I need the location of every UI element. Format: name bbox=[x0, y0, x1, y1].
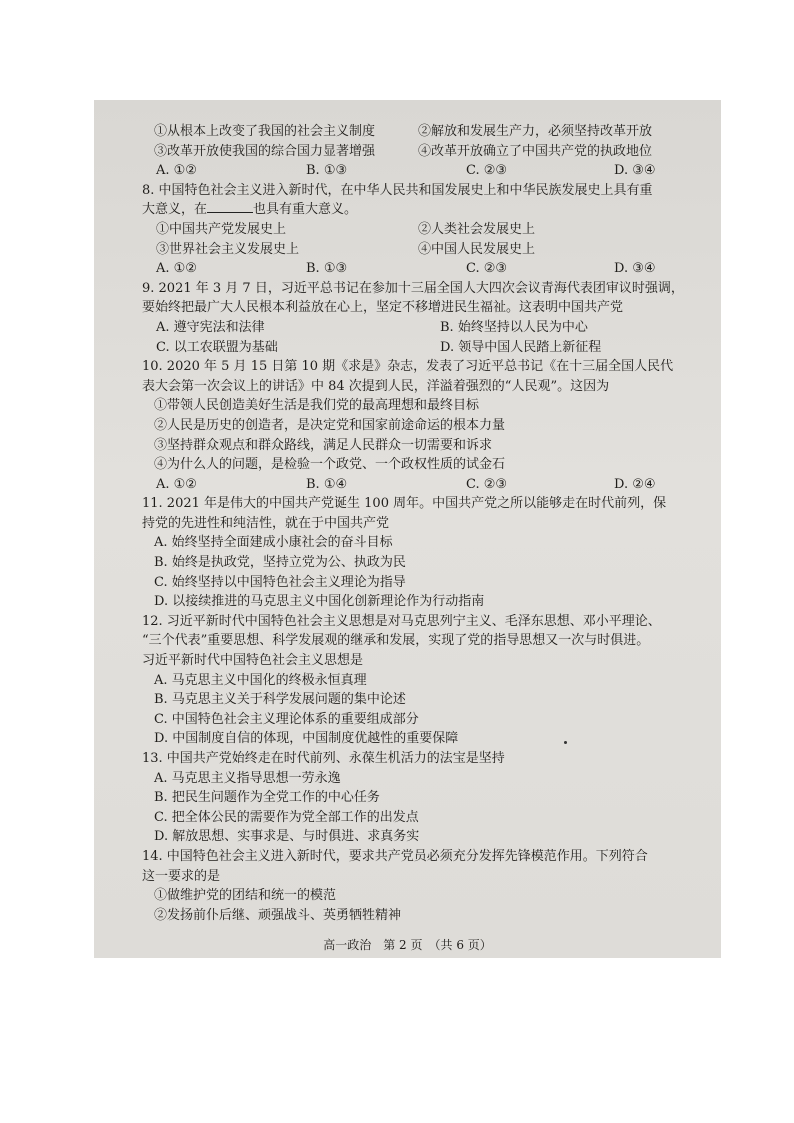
q10-choice-b: B. ①④ bbox=[306, 476, 348, 492]
q13-stem-1: 13. 中国共产党始终走在时代前列、永葆生机活力的法宝是坚持 bbox=[142, 751, 505, 766]
q11-option-b: B. 始终是执政党，坚持立党为公、执政为民 bbox=[154, 555, 406, 571]
q8-stem-2 bbox=[142, 200, 702, 220]
q12-stem-1: 12. 习近平新时代中国特色社会主义思想是对马克思列宁主义、毛泽东思想、邓小平理论、 bbox=[142, 613, 661, 629]
q8-option-1: ①中国共产党发展史上 bbox=[156, 221, 287, 237]
q11-option-a: A. 始终坚持全面建成小康社会的奋斗目标 bbox=[154, 535, 393, 551]
q7-choice-c: C. ②③ bbox=[466, 163, 508, 179]
q13-option-b: B. 把民生问题作为全党工作的中心任务 bbox=[154, 790, 380, 806]
exam-content bbox=[142, 122, 702, 925]
q10-stem-1: 10. 2020 年 5 月 15 日第 10 期《求是》杂志，发表了习近平总书记《在十三届全国人民代 bbox=[142, 359, 674, 375]
q13-option-d: D. 解放思想、实事求是、与时俱进、求真务实 bbox=[154, 829, 420, 845]
q9-options-row-2 bbox=[142, 338, 702, 358]
q9-option-a: A. 遵守宪法和法律 bbox=[156, 319, 265, 335]
q9-option-b: B. 始终坚持以人民为中心 bbox=[440, 319, 588, 335]
q9-option-d: D. 领导中国人民踏上新征程 bbox=[440, 339, 602, 355]
q10-choice-d: D. ②④ bbox=[614, 476, 656, 492]
q11-stem-1: 11. 2021 年是伟大的中国共产党诞生 100 周年。中国共产党之所以能够走在时代前列，保 bbox=[142, 496, 667, 512]
q8-stem-2a: 大意义，在 bbox=[142, 202, 208, 218]
q13-option-c: C. 把全体公民的需要作为党全部工作的出发点 bbox=[154, 809, 419, 825]
q7-choices bbox=[142, 161, 702, 181]
q7-choice-a: A. ①② bbox=[156, 163, 197, 179]
q11-option-c: C. 始终坚持以中国特色社会主义理论为指导 bbox=[154, 574, 406, 590]
q7-option-4: ④改革开放确立了中国共产党的执政地位 bbox=[418, 143, 653, 159]
q8-option-3: ③世界社会主义发展史上 bbox=[156, 241, 300, 257]
q10-choice-c: C. ②③ bbox=[466, 476, 508, 492]
q10-option-3: ③坚持群众观点和群众路线，满足人民群众一切需要和诉求 bbox=[154, 437, 493, 453]
q8-choice-a: A. ①② bbox=[156, 261, 197, 277]
q8-option-2: ②人类社会发展史上 bbox=[418, 221, 536, 237]
q10-stem-2: 表大会第一次会议上的讲话》中 84 次提到人民，洋溢着强烈的“人民观”。这因为 bbox=[142, 378, 610, 394]
q8-stem-2b: 也具有重大意义。 bbox=[253, 202, 358, 218]
q14-option-2: ②发扬前仆后继、顽强战斗、英勇牺牲精神 bbox=[154, 907, 402, 923]
q12-option-d: D. 中国制度自信的体现，中国制度优越性的重要保障 bbox=[154, 731, 459, 747]
q8-options-row-1 bbox=[142, 220, 702, 240]
q7-option-2: ②解放和发展生产力，必须坚持改革开放 bbox=[418, 124, 653, 139]
fill-blank bbox=[207, 200, 253, 213]
q10-option-4: ④为什么人的问题，是检验一个政党、一个政权性质的试金石 bbox=[154, 457, 506, 473]
q8-choice-c: C. ②③ bbox=[466, 261, 508, 277]
q10-option-2: ②人民是历史的创造者，是决定党和国家前途命运的根本力量 bbox=[154, 417, 506, 433]
page-footer: 高一政治 第 2 页 （共 6 页） bbox=[323, 938, 492, 952]
scanned-page-photo bbox=[94, 100, 721, 958]
q10-option-1: ①带领人民创造美好生活是我们党的最高理想和最终目标 bbox=[154, 398, 480, 414]
q10-choice-a: A. ①② bbox=[156, 476, 197, 492]
q9-options-row-1 bbox=[142, 318, 702, 338]
q7-option-3: ③改革开放使我国的综合国力显著增强 bbox=[154, 143, 376, 159]
q8-options-row-2 bbox=[142, 240, 702, 260]
q7-options-row-2 bbox=[142, 142, 702, 162]
q13-option-a: A. 马克思主义指导思想一劳永逸 bbox=[154, 770, 341, 786]
q9-stem-1: 9. 2021 年 3 月 7 日，习近平总书记在参加十三届全国人大四次会议青海代表团审议时强调， bbox=[142, 280, 684, 296]
q9-stem-2: 要始终把最广大人民根本利益放在心上，坚定不移增进民生福祉。这表明中国共产党 bbox=[142, 300, 624, 316]
q11-option-d: D. 以接续推进的马克思主义中国化创新理论作为行动指南 bbox=[154, 594, 485, 610]
q8-choice-d: D. ③④ bbox=[614, 261, 656, 277]
q11-stem-2: 持党的先进性和纯洁性，就在于中国共产党 bbox=[142, 515, 390, 531]
q7-options-row-1 bbox=[142, 122, 702, 142]
q12-option-b: B. 马克思主义关于科学发展问题的集中论述 bbox=[154, 692, 406, 708]
ink-speck bbox=[564, 741, 567, 744]
q14-option-1: ①做维护党的团结和统一的模范 bbox=[154, 888, 337, 904]
q8-choice-b: B. ①③ bbox=[306, 261, 348, 277]
q9-option-c: C. 以工农联盟为基础 bbox=[156, 339, 278, 355]
q14-stem-2: 这一要求的是 bbox=[142, 868, 221, 884]
q8-option-4: ④中国人民发展史上 bbox=[418, 241, 536, 257]
q8-stem-1: 8. 中国特色社会主义进入新时代，在中华人民共和国发展史上和中华民族发展史上具有重 bbox=[142, 182, 653, 198]
q14-stem-1: 14. 中国特色社会主义进入新时代，要求共产党员必须充分发挥先锋模范作用。下列符合 bbox=[142, 848, 648, 864]
q12-option-a: A. 马克思主义中国化的终极永恒真理 bbox=[154, 672, 367, 688]
q12-stem-3: 习近平新时代中国特色社会主义思想是 bbox=[142, 653, 364, 669]
q7-choice-b: B. ①③ bbox=[306, 163, 348, 179]
q7-choice-d: D. ③④ bbox=[614, 163, 656, 179]
q8-choices bbox=[142, 259, 702, 279]
q12-option-c: C. 中国特色社会主义理论体系的重要组成部分 bbox=[154, 711, 419, 727]
q10-choices bbox=[142, 475, 702, 495]
q7-option-1: ①从根本上改变了我国的社会主义制度 bbox=[154, 124, 376, 139]
q12-stem-2: “三个代表”重要思想、科学发展观的继承和发展，实现了党的指导思想又一次与时俱进。 bbox=[142, 633, 650, 649]
